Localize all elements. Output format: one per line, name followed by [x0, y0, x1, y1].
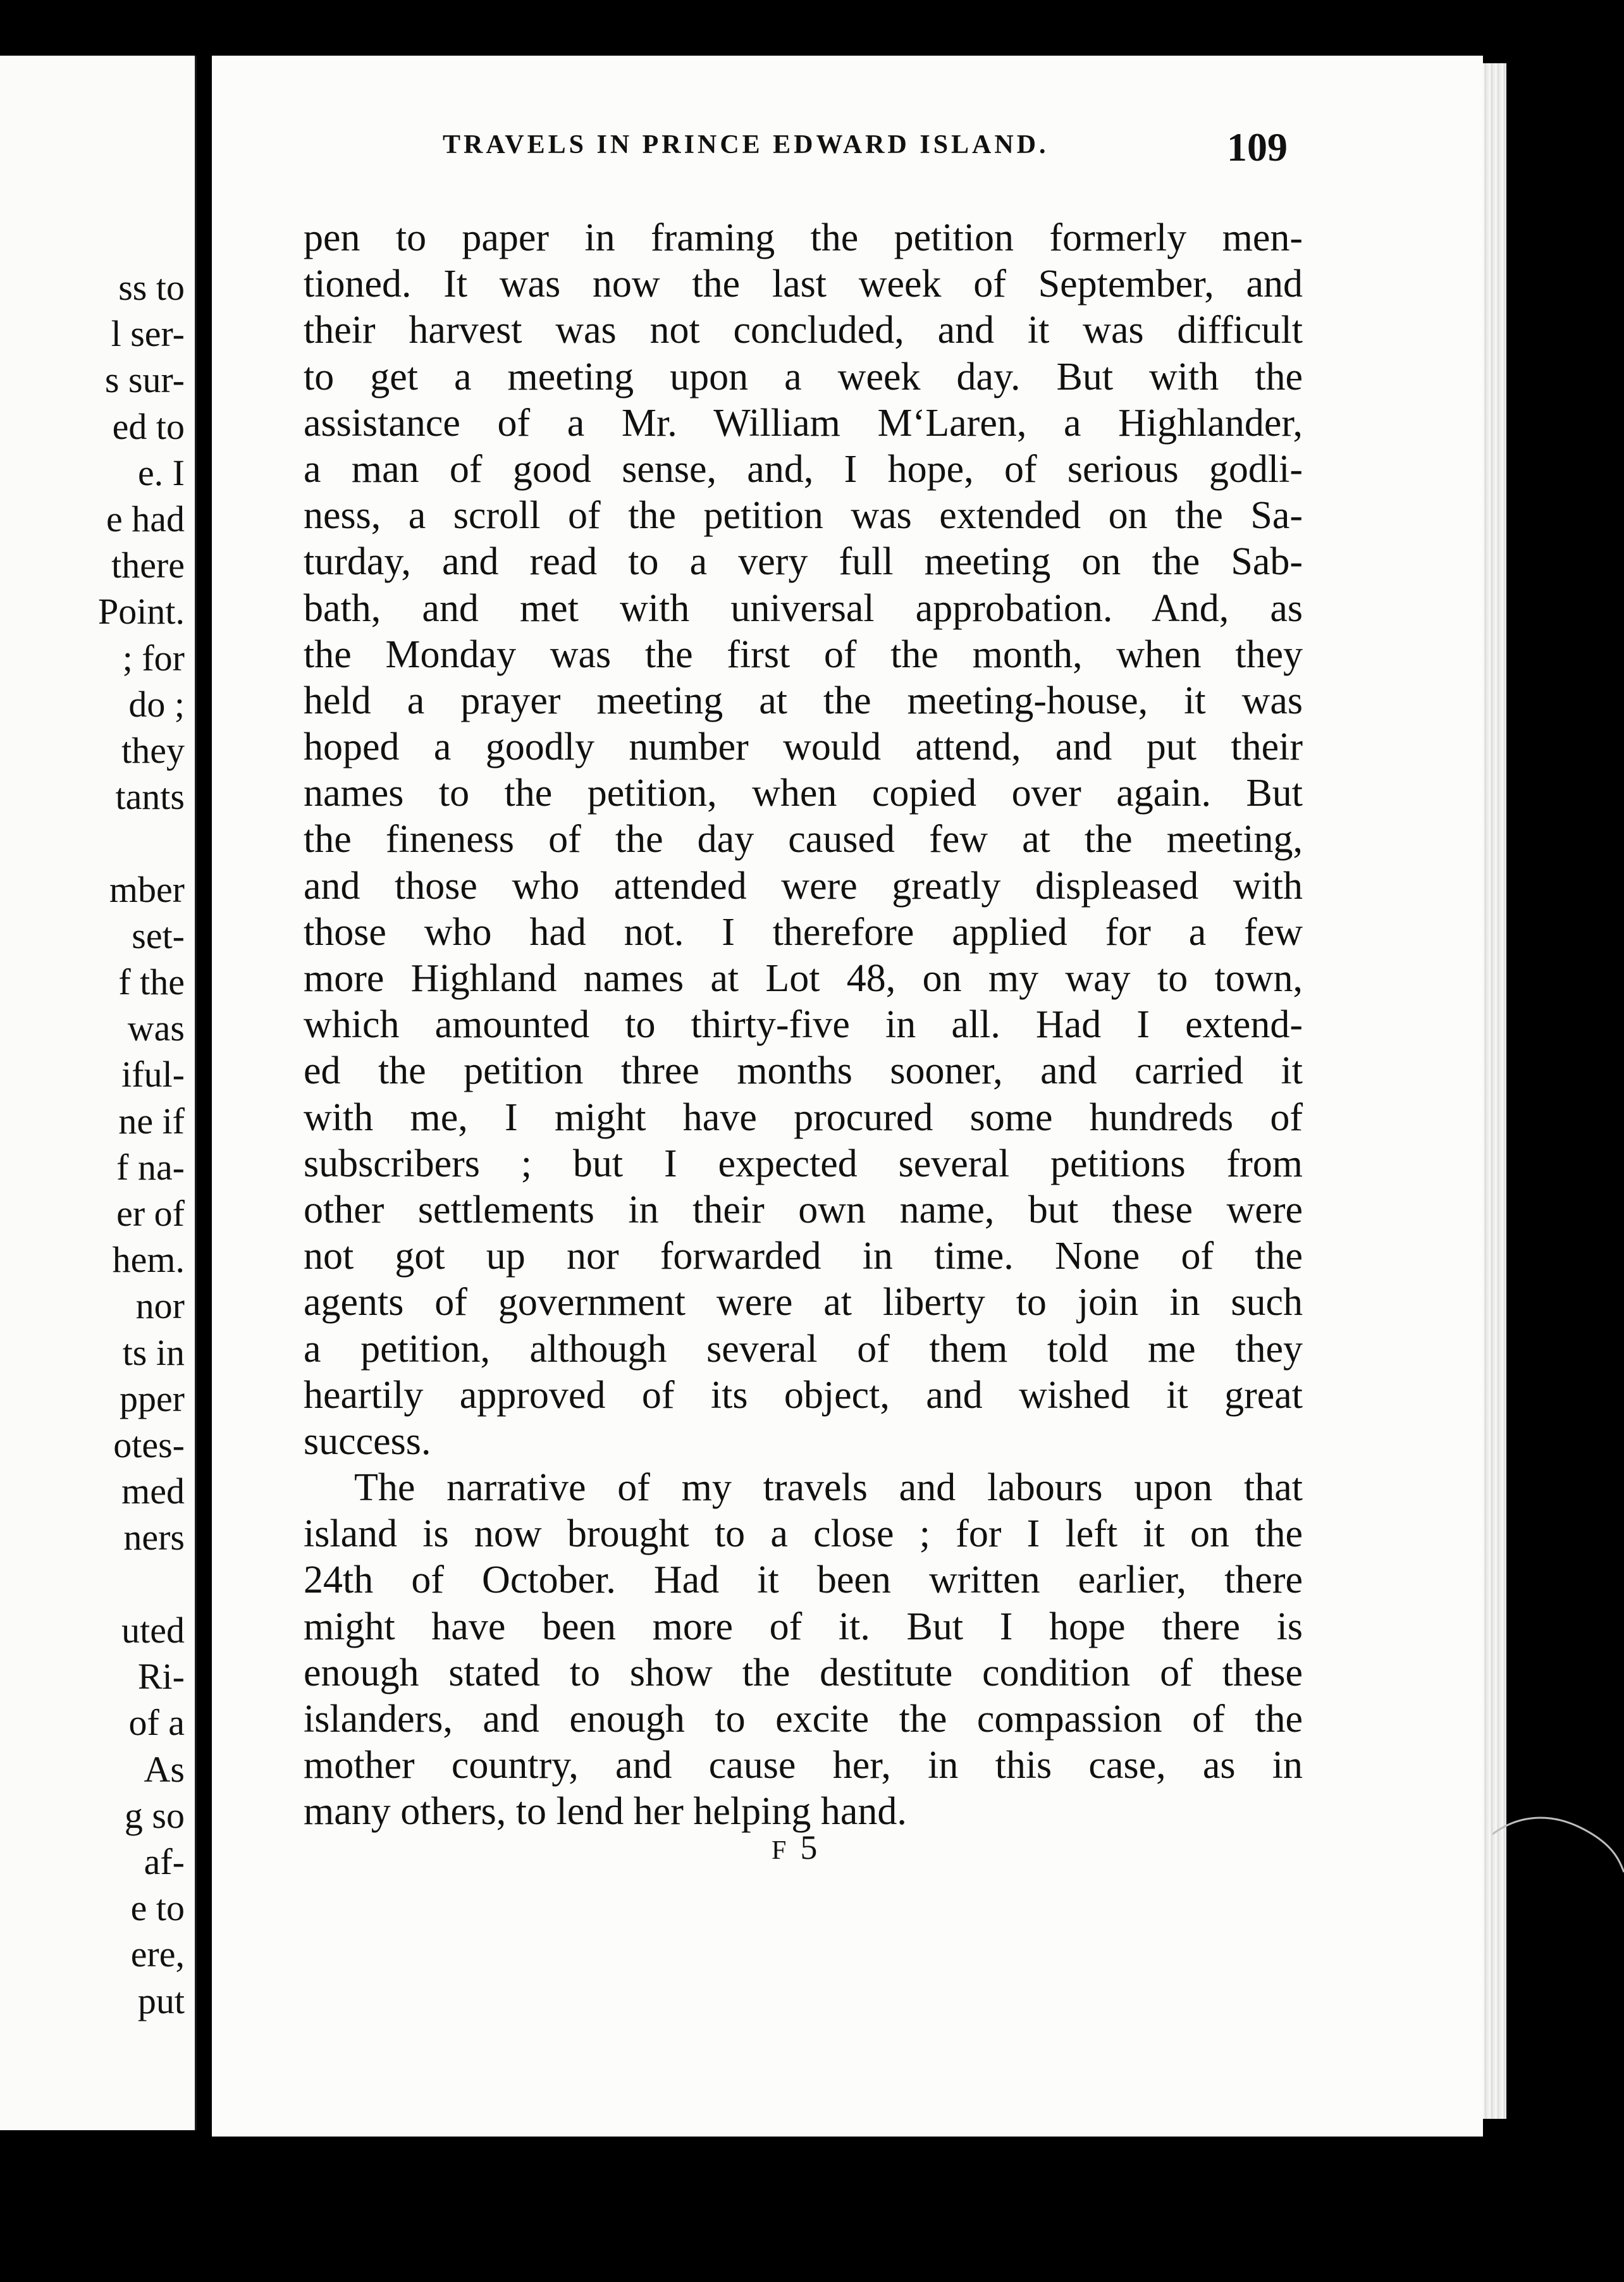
left-line: ed to [112, 405, 185, 447]
left-line: set- [132, 915, 185, 956]
left-line: uted [121, 1609, 185, 1651]
text-line: held a prayer meeting at the meeting-house, it was [304, 679, 1303, 722]
left-line: e to [130, 1887, 185, 1929]
text-line: enough stated to show the destitute condition of these [304, 1651, 1303, 1694]
signature-letter: F [772, 1836, 790, 1865]
text-line: those who had not. I therefore applied for a few [304, 910, 1303, 954]
text-line: ness, a scroll of the petition was extended on the Sa- [304, 494, 1303, 538]
left-line: g so [124, 1794, 185, 1836]
text-line: not got up nor forwarded in time. None of the [304, 1235, 1303, 1278]
left-line: As [144, 1748, 185, 1790]
left-line: f the [118, 961, 185, 1003]
left-line: af- [144, 1841, 185, 1882]
page-number: 109 [1227, 125, 1288, 170]
text-line: might have been more of it. But I hope there is [304, 1605, 1303, 1648]
text-line: 24th of October. Had it been written earlier, there [304, 1558, 1303, 1602]
text-line: agents of government were at liberty to join in such [304, 1281, 1303, 1324]
left-line: Ri- [137, 1656, 185, 1698]
left-line: ; for [122, 637, 185, 679]
left-line: tants [115, 776, 185, 818]
text-line: heartily approved of its object, and wished it great [304, 1373, 1303, 1417]
text-line: many others, to lend her helping hand. [304, 1790, 907, 1834]
left-line: do ; [128, 683, 185, 725]
left-line: put [137, 1980, 185, 2021]
signature-number: 5 [800, 1829, 818, 1866]
running-title: TRAVELS IN PRINCE EDWARD ISLAND. [443, 130, 1049, 159]
left-line: er of [116, 1193, 185, 1235]
text-line: the Monday was the first of the month, when they [304, 632, 1303, 676]
left-line: ss to [118, 267, 185, 308]
left-line: of a [128, 1702, 185, 1744]
left-line: they [121, 730, 185, 772]
text-line: more Highland names at Lot 48, on my way to town, [304, 957, 1303, 1000]
left-line: there [111, 545, 185, 586]
text-line: with me, I might have procured some hundreds of [304, 1095, 1303, 1139]
left-line [98, 820, 185, 866]
signature-mark [772, 1828, 817, 1867]
text-line: The narrative of my travels and labours upon that [354, 1466, 1303, 1510]
left-line: was [127, 1008, 185, 1049]
left-line: ne if [118, 1100, 185, 1142]
body-text [304, 215, 1303, 1835]
text-line: assistance of a Mr. William M‘Laren, a Highlander, [304, 401, 1303, 445]
text-line: and those who attended were greatly displeased with [304, 864, 1303, 908]
left-line: hem. [112, 1239, 185, 1281]
left-line: l ser- [111, 313, 185, 355]
left-line: iful- [121, 1054, 185, 1095]
left-line: mber [109, 868, 185, 910]
text-line: success. [304, 1419, 431, 1463]
left-line: nor [135, 1285, 185, 1327]
text-line: names to the petition, when copied over again. But [304, 772, 1303, 815]
text-line: the fineness of the day caused few at the meeting, [304, 818, 1303, 861]
text-line: other settlements in their own name, but these were [304, 1188, 1303, 1231]
loose-thread-icon [1492, 1803, 1624, 1878]
left-line: pper [119, 1378, 185, 1419]
text-line: ed the petition three months sooner, and carried it [304, 1049, 1303, 1093]
left-page [0, 56, 197, 2130]
text-line: islanders, and enough to excite the compassion of the [304, 1698, 1303, 1741]
left-line: ere, [130, 1934, 185, 1975]
left-line: f na- [116, 1146, 185, 1188]
text-line: which amounted to thirty-five in all. Had I extend- [304, 1003, 1303, 1047]
text-line: subscribers ; but I expected several petitions from [304, 1142, 1303, 1185]
text-line: a petition, although several of them told me they [304, 1327, 1303, 1371]
left-line: ners [123, 1517, 185, 1558]
left-line: e. I [137, 452, 185, 493]
text-line: tioned. It was now the last week of September, and [304, 262, 1303, 306]
text-line: to get a meeting upon a week day. But with the [304, 355, 1303, 398]
text-line: hoped a goodly number would attend, and put their [304, 725, 1303, 769]
left-line: Point. [98, 591, 185, 632]
left-page-text [98, 264, 185, 2024]
text-line: turday, and read to a very full meeting on the Sab- [304, 540, 1303, 584]
text-line: pen to paper in framing the petition formerly men- [304, 216, 1303, 259]
text-line: their harvest was not concluded, and it was difficult [304, 309, 1303, 352]
left-line: ts in [122, 1331, 185, 1373]
text-line: island is now brought to a close ; for I left it on the [304, 1512, 1303, 1556]
left-line [98, 1561, 185, 1607]
left-line: med [121, 1471, 185, 1512]
left-line: s sur- [104, 359, 185, 401]
text-line: mother country, and cause her, in this case, as in [304, 1744, 1303, 1787]
left-line: otes- [113, 1424, 185, 1466]
left-line: e had [106, 498, 185, 540]
text-line: a man of good sense, and, I hope, of serious godli- [304, 447, 1303, 491]
text-line: bath, and met with universal approbation. And, as [304, 586, 1303, 630]
